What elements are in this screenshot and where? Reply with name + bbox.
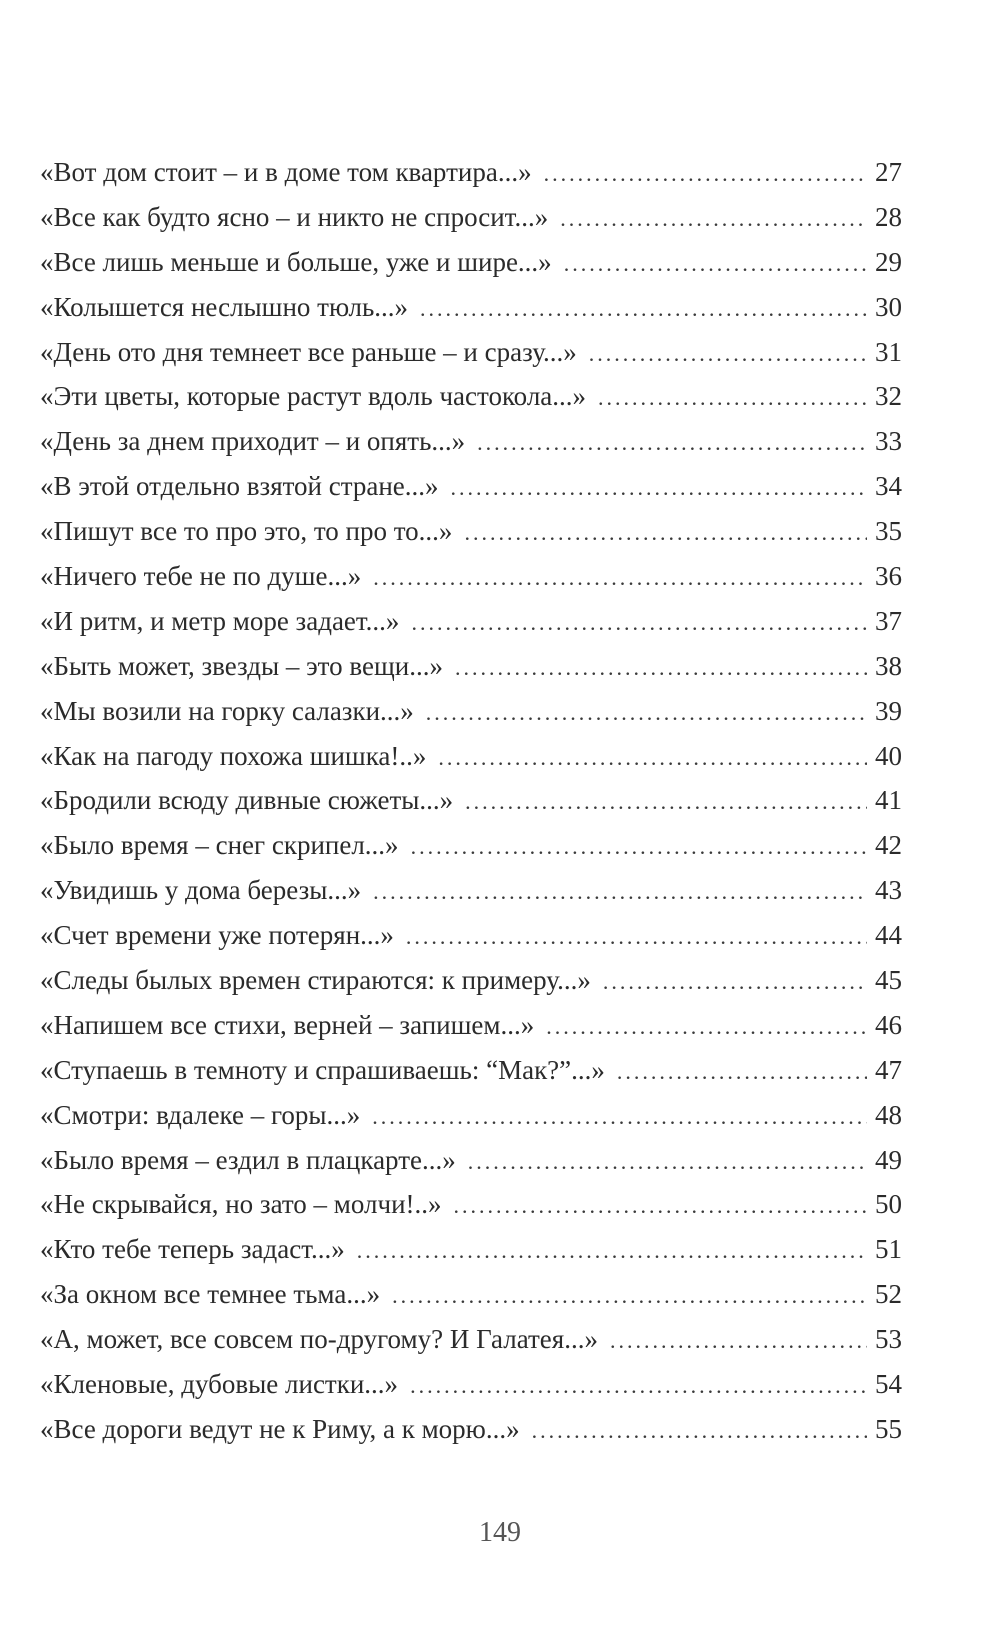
toc-entry-title: «Как на пагоду похожа шишка!..» — [40, 740, 427, 771]
dot-leader — [598, 376, 867, 421]
toc-entry-title: «Эти цветы, которые растут вдоль частокола...» — [40, 381, 587, 412]
dot-leader — [420, 287, 867, 332]
toc-entry-title: «А, может, все совсем по-другому? И Галатея...» — [40, 1324, 598, 1355]
toc-entry-page: 27 — [875, 157, 902, 187]
toc-entry[interactable] — [40, 285, 902, 330]
toc-entry-page: 34 — [875, 471, 902, 502]
toc-entry-page: 50 — [875, 1189, 902, 1220]
toc-entry-page: 42 — [875, 830, 902, 861]
toc-entry-page: 29 — [875, 246, 902, 277]
dot-leader — [426, 691, 867, 736]
toc-entry-title: «Не скрывайся, но зато – молчи!..» — [40, 1189, 442, 1220]
toc-entry-page: 35 — [875, 516, 902, 547]
toc-entry-title: «Все дороги ведут не к Риму, а к морю...» — [40, 1413, 520, 1444]
toc-entry[interactable] — [40, 240, 902, 285]
dot-leader — [468, 1140, 867, 1185]
toc-entry[interactable] — [40, 1138, 902, 1183]
dot-leader — [465, 780, 867, 825]
dot-leader — [372, 1095, 867, 1140]
toc-entry[interactable] — [40, 464, 902, 509]
toc-entry-title: «Вот дом стоит – и в доме том квартира...» — [40, 157, 532, 187]
toc-entry-page: 45 — [875, 965, 902, 996]
toc-entry[interactable] — [40, 1048, 902, 1093]
toc-entry-title: «Ступаешь в темноту и спрашиваешь: “Мак?”...» — [40, 1054, 605, 1085]
dot-leader — [560, 197, 867, 242]
toc-entry[interactable] — [40, 689, 902, 734]
toc-entry-page: 36 — [875, 561, 902, 592]
toc-entry-title: «Колышется неслышно тюль...» — [40, 291, 409, 322]
toc-entry[interactable] — [40, 644, 902, 689]
dot-leader — [617, 1050, 867, 1095]
toc-entry-page: 44 — [875, 920, 902, 951]
toc-entry-page: 54 — [875, 1369, 902, 1400]
toc-entry-page: 46 — [875, 1009, 902, 1040]
toc-entry-title: «Все лишь меньше и больше, уже и шире...» — [40, 246, 552, 277]
toc-entry-title: «Увидишь у дома березы...» — [40, 875, 362, 906]
toc-entry[interactable] — [40, 1272, 902, 1317]
dot-leader — [373, 870, 867, 915]
toc-entry[interactable] — [40, 778, 902, 823]
toc-entry[interactable] — [40, 599, 902, 644]
toc-entry-page: 33 — [875, 426, 902, 457]
dot-leader — [454, 1184, 867, 1229]
dot-leader — [532, 1409, 867, 1454]
dot-leader — [610, 1319, 867, 1364]
toc-entry[interactable] — [40, 1003, 902, 1048]
toc-entry[interactable] — [40, 913, 902, 958]
toc-entry-page: 38 — [875, 650, 902, 681]
toc-entry-title: «День за днем приходит – и опять...» — [40, 426, 466, 457]
toc-entry-title: «За окном все темнее тьма...» — [40, 1279, 381, 1310]
toc-entry-title: «Смотри: вдалеке – горы...» — [40, 1099, 361, 1130]
toc-entry[interactable] — [40, 554, 902, 599]
toc-entry-page: 30 — [875, 291, 902, 322]
toc-entry[interactable] — [40, 1227, 902, 1272]
dot-leader — [451, 466, 867, 511]
toc-entry[interactable] — [40, 150, 902, 195]
dot-leader — [392, 1274, 867, 1319]
toc-entry-page: 48 — [875, 1099, 902, 1130]
toc-entry[interactable] — [40, 374, 902, 419]
toc-entry-title: «Было время – ездил в плацкарте...» — [40, 1144, 456, 1175]
toc-entry[interactable] — [40, 195, 902, 240]
toc-entry-page: 49 — [875, 1144, 902, 1175]
toc-entry-title: «Кленовые, дубовые листки...» — [40, 1369, 399, 1400]
dot-leader — [544, 152, 867, 197]
toc-entry-page: 47 — [875, 1054, 902, 1085]
toc-entry-title: «Мы возили на горку салазки...» — [40, 695, 414, 726]
toc-entry-page: 39 — [875, 695, 902, 726]
toc-entry[interactable] — [40, 419, 902, 464]
toc-entry[interactable] — [40, 1362, 902, 1407]
toc-entry-page: 40 — [875, 740, 902, 771]
toc-entry-title: «День ото дня темнеет все раньше – и сразу...» — [40, 336, 577, 367]
toc-entry[interactable] — [40, 1317, 902, 1362]
toc-entry-page: 51 — [875, 1234, 902, 1265]
toc-entry-title: «В этой отдельно взятой стране...» — [40, 471, 439, 502]
toc-entry-title: «Все как будто ясно – и никто не спросит...» — [40, 201, 549, 232]
toc-entry-title: «Кто тебе теперь задаст...» — [40, 1234, 345, 1265]
toc-entry-title: «Бродили всюду дивные сюжеты...» — [40, 785, 454, 816]
dot-leader — [373, 556, 867, 601]
toc-entry[interactable] — [40, 958, 902, 1003]
dot-leader — [357, 1229, 867, 1274]
dot-leader — [589, 332, 867, 377]
toc-entry-page: 41 — [875, 785, 902, 816]
toc-entry[interactable] — [40, 823, 902, 868]
toc-entry[interactable] — [40, 1182, 902, 1227]
dot-leader — [603, 960, 867, 1005]
toc-entry-title: «И ритм, и метр море задает...» — [40, 605, 400, 636]
toc-entry-page: 52 — [875, 1279, 902, 1310]
toc-entry[interactable] — [40, 330, 902, 375]
table-of-contents — [40, 150, 902, 1452]
dot-leader — [438, 736, 867, 781]
dot-leader — [455, 646, 867, 691]
dot-leader — [477, 421, 867, 466]
toc-entry[interactable] — [40, 734, 902, 779]
toc-entry-page: 28 — [875, 201, 902, 232]
toc-entry[interactable] — [40, 868, 902, 913]
dot-leader — [564, 242, 867, 287]
toc-entry-title: «Быть может, звезды – это вещи...» — [40, 650, 443, 681]
dot-leader — [406, 915, 867, 960]
toc-entry-page: 55 — [875, 1413, 902, 1444]
toc-entry[interactable] — [40, 509, 902, 554]
page-number: 149 — [479, 1517, 521, 1548]
dot-leader — [411, 601, 867, 646]
toc-entry[interactable] — [40, 1093, 902, 1138]
toc-entry[interactable] — [40, 1407, 902, 1452]
toc-entry-title: «Счет времени уже потерян...» — [40, 920, 394, 951]
toc-entry-title: «Было время – снег скрипел...» — [40, 830, 399, 861]
toc-entry-page: 37 — [875, 605, 902, 636]
toc-entry-title: «Напишем все стихи, верней – запишем...» — [40, 1009, 535, 1040]
toc-entry-title: «Следы былых времен стираются: к примеру...» — [40, 965, 591, 996]
toc-entry-page: 43 — [875, 875, 902, 906]
toc-entry-page: 53 — [875, 1324, 902, 1355]
dot-leader — [546, 1005, 867, 1050]
dot-leader — [410, 1364, 867, 1409]
toc-entry-page: 31 — [875, 336, 902, 367]
dot-leader — [411, 825, 867, 870]
dot-leader — [464, 511, 867, 556]
toc-entry-title: «Ничего тебе не по душе...» — [40, 561, 362, 592]
toc-entry-page: 32 — [875, 381, 902, 412]
toc-entry-title: «Пишут все то про это, то про то...» — [40, 516, 453, 547]
